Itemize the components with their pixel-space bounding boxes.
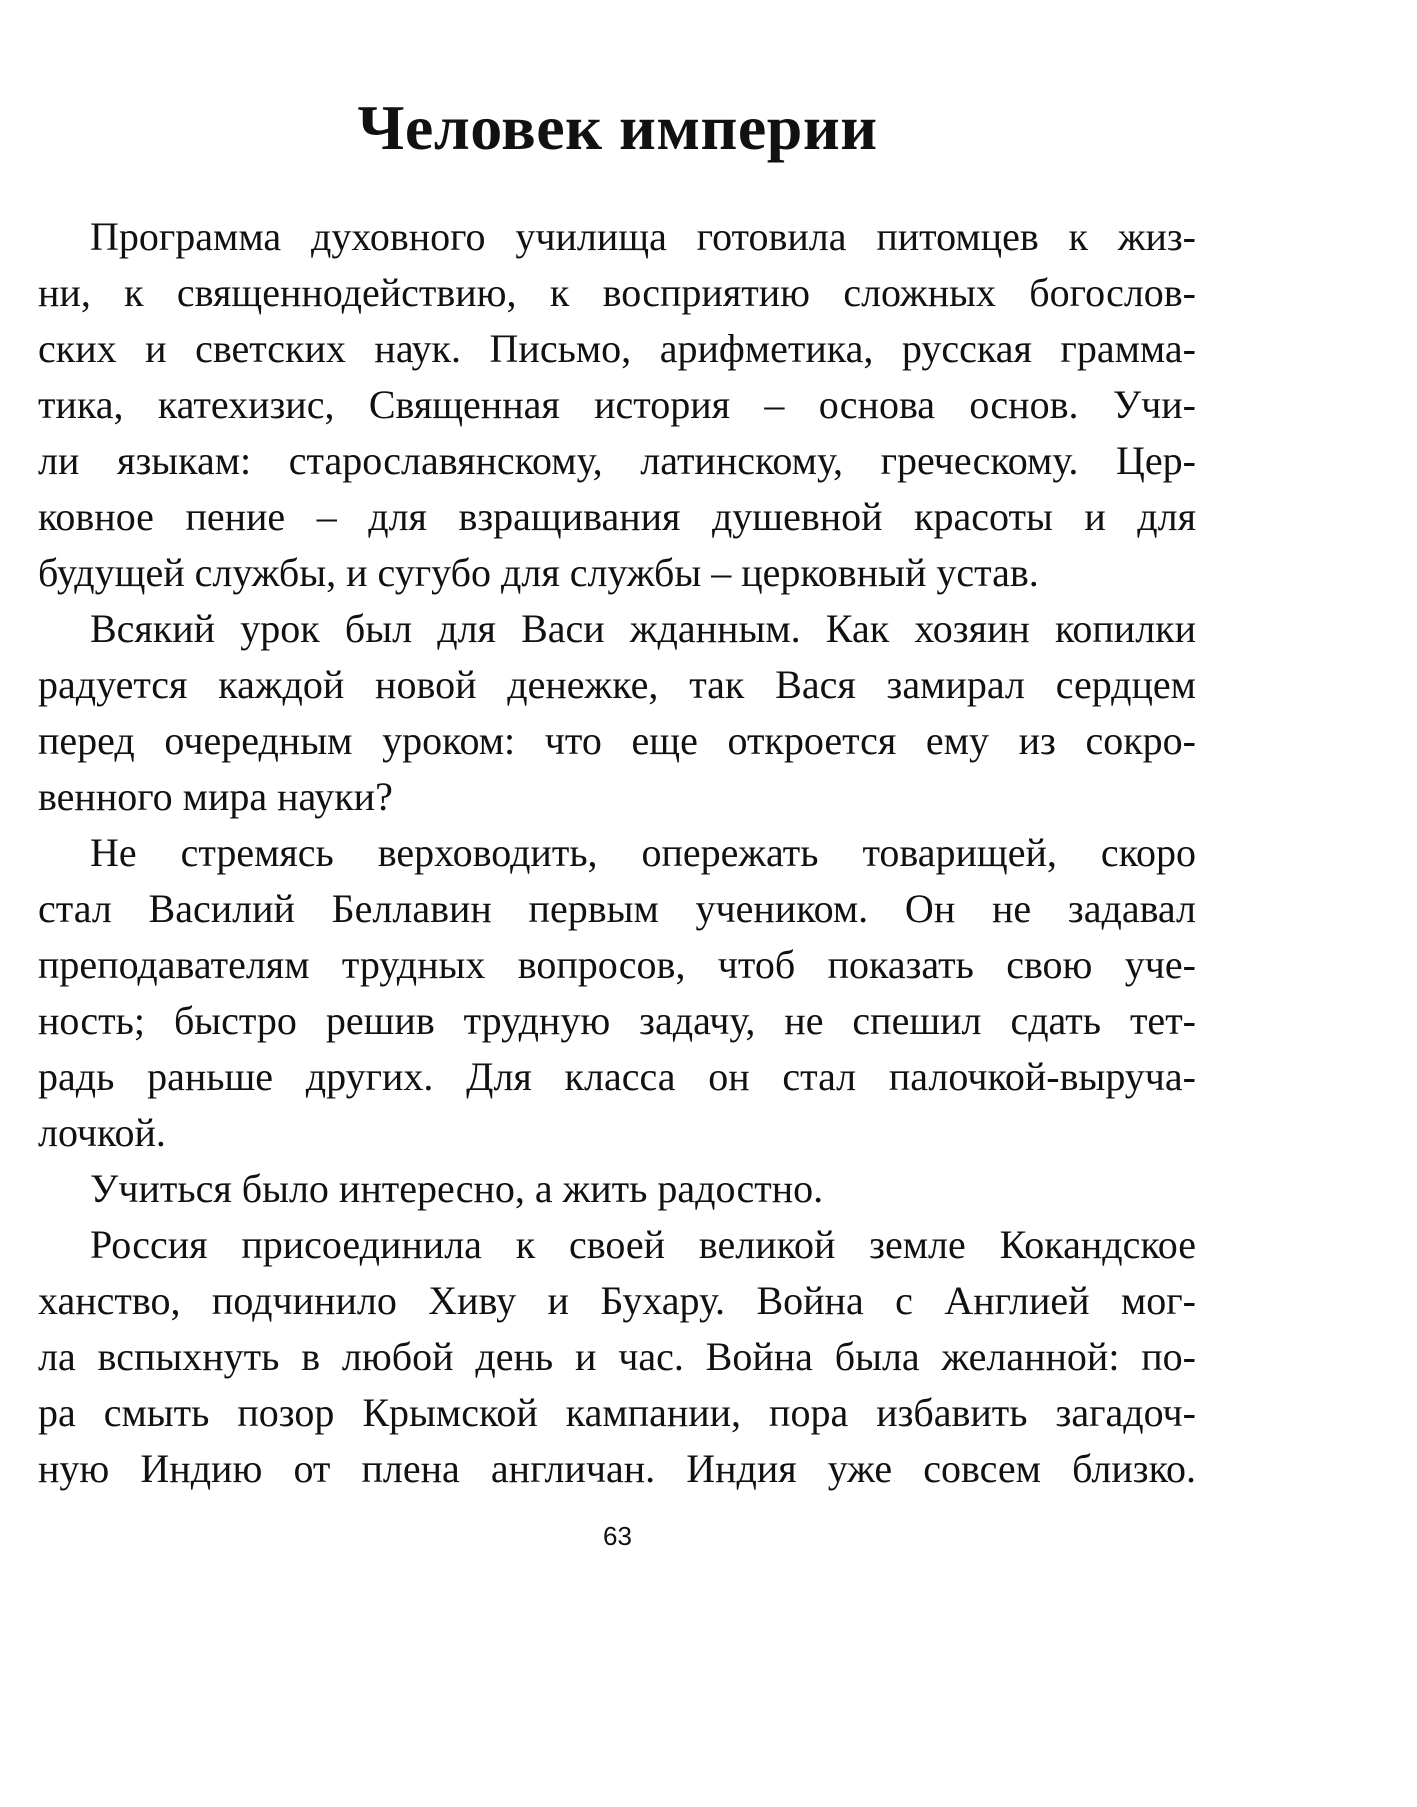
text-line: ских и светских наук. Письмо, арифметика, русская грамма- [38,326,1196,371]
text-line: радь раньше других. Для класса он стал палочкой-выруча- [38,1054,1196,1099]
text-line: ли языкам: старославянскому, латинскому, греческому. Цер- [38,438,1196,483]
text-line: ность; быстро решив трудную задачу, не спешил сдать тет- [38,998,1196,1043]
text-line: лочкой. [38,1110,166,1155]
paragraph-2 [38,601,1196,825]
text-line: ла вспыхнуть в любой день и час. Война была желанной: по- [38,1334,1196,1379]
text-line: перед очередным уроком: что еще откроется ему из сокро- [38,718,1196,763]
text-line: стал Василий Беллавин первым учеником. Он не задавал [38,886,1196,931]
text-line: ханство, подчинило Хиву и Бухару. Война с Англией мог- [38,1278,1196,1323]
text-line: Россия присоединила к своей великой земле Кокандское [90,1222,1196,1267]
text-line: Всякий урок был для Васи жданным. Как хозяин копилки [90,606,1196,651]
text-line: Программа духовного училища готовила питомцев к жиз- [90,214,1196,259]
paragraph-1 [38,209,1196,601]
text-line: ковное пение – для взращивания душевной красоты и для [38,494,1196,539]
text-line: будущей службы, и сугубо для службы – церковный устав. [38,550,1039,595]
text-line: ра смыть позор Крымской кампании, пора избавить загадоч- [38,1390,1196,1435]
paragraph-5 [38,1217,1196,1497]
chapter-body [38,209,1196,1497]
text-line: ни, к священнодействию, к восприятию сложных богослов- [38,270,1196,315]
chapter-title: Человек империи [357,92,878,163]
text-line: Не стремясь верховодить, опережать товарищей, скоро [90,830,1196,875]
text-line: тика, катехизис, Священная история – основа основ. Учи- [38,382,1196,427]
paragraph-3 [38,825,1196,1161]
text-line: радуется каждой новой денежке, так Вася замирал сердцем [38,662,1196,707]
text-line: венного мира науки? [38,774,393,819]
page-number: 63 [603,1521,632,1551]
text-line: Учиться было интересно, а жить радостно. [90,1166,824,1211]
text-line: преподавателям трудных вопросов, чтоб показать свою уче- [38,942,1196,987]
paragraph-4 [38,1161,1196,1217]
text-line: ную Индию от плена англичан. Индия уже совсем близко. [38,1446,1196,1491]
